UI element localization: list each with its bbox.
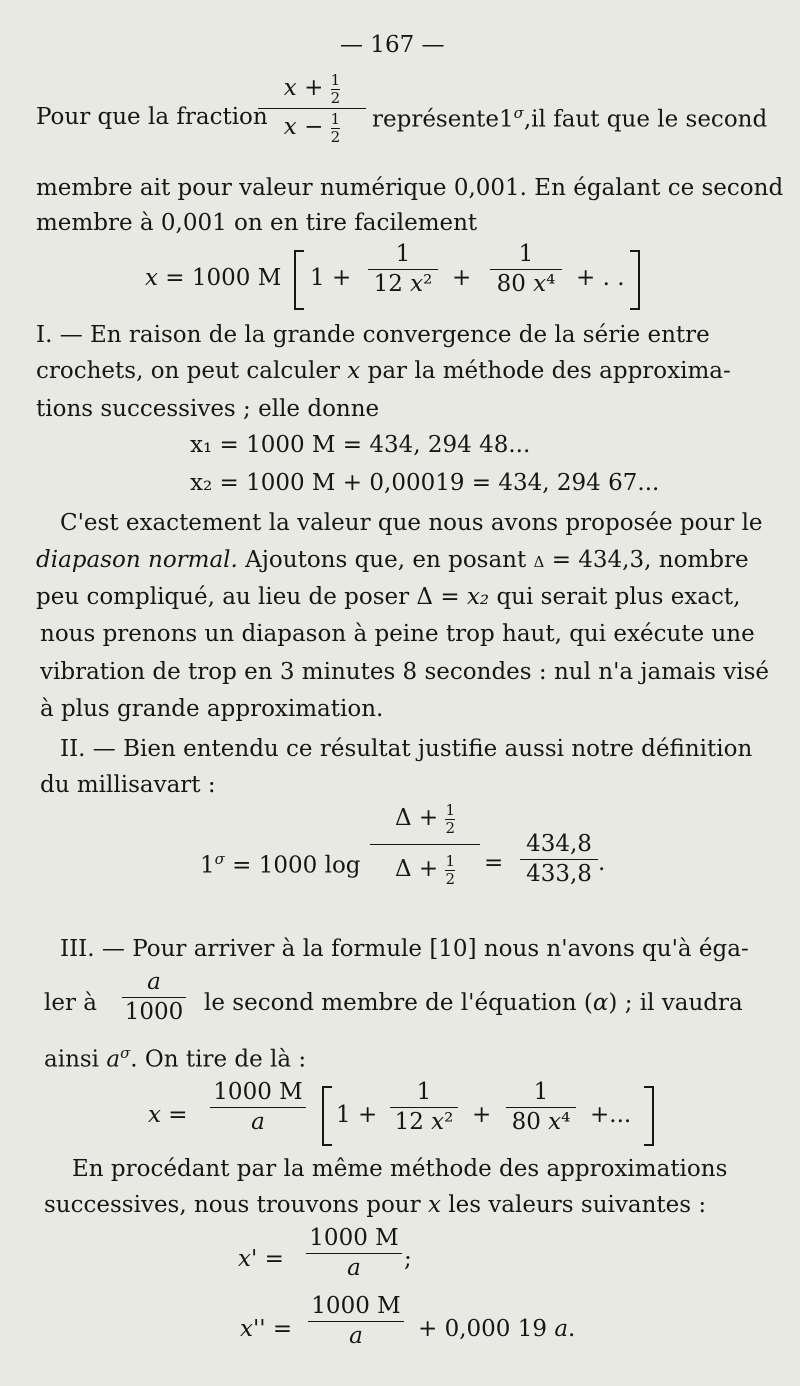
sec2-lhs bbox=[200, 850, 361, 879]
half-num-fraction bbox=[331, 72, 341, 106]
eq2-f1-den-exp: ² bbox=[444, 1109, 454, 1136]
sec3-line2-rest bbox=[204, 990, 743, 1016]
eq1-right-bracket bbox=[630, 250, 640, 310]
para4-l2b: les valeurs suivantes : bbox=[440, 1192, 707, 1218]
sec1-x1: x₁ = 1000 M = 434, 294 48... bbox=[190, 432, 531, 458]
frac-den: x − bbox=[283, 114, 331, 140]
para2-delta: Δ bbox=[533, 553, 545, 571]
eq4-tail bbox=[418, 1316, 575, 1342]
para2-l3b: qui serait plus exact, bbox=[489, 584, 741, 610]
sec2-num-half bbox=[445, 802, 455, 836]
eq1-f1-den-exp: ² bbox=[423, 271, 433, 298]
eq2-main-frac bbox=[210, 1080, 306, 1136]
p1-line3: membre à 0,001 on en tire facilement bbox=[36, 210, 478, 236]
eq1-f2-den-coef: 80 bbox=[496, 271, 534, 298]
sec3-l3a: ainsi bbox=[44, 1046, 107, 1073]
eq4-tail-var: a bbox=[554, 1316, 569, 1342]
sec3-ler-a: ler à bbox=[44, 990, 97, 1016]
sec3-a-num: a bbox=[147, 969, 161, 995]
sec2-den-text: Δ + bbox=[394, 856, 446, 882]
sec2-line2: du millisavart : bbox=[40, 772, 216, 798]
sec2-one: 1 bbox=[200, 852, 215, 879]
eq2-plus: + bbox=[472, 1102, 492, 1128]
sec2-ratio-den: 433,8 bbox=[526, 861, 592, 888]
eq2-f1-den-x: x bbox=[431, 1109, 445, 1136]
represente-text: représente1 bbox=[372, 106, 514, 133]
sec2-ratio bbox=[520, 832, 598, 888]
sec3-l2b: le second membre de l'équation ( bbox=[204, 990, 593, 1016]
eq1-f2-den-exp: ⁴ bbox=[546, 271, 556, 298]
eq2-left-bracket bbox=[322, 1086, 332, 1146]
eq2-dots: +... bbox=[590, 1102, 632, 1128]
sec2-sigma: σ bbox=[214, 850, 225, 868]
eq2-frac2 bbox=[506, 1080, 576, 1136]
eq2-f1-den-coef: 12 bbox=[394, 1109, 432, 1136]
eq3-bar bbox=[306, 1253, 402, 1254]
eq1-one-plus: 1 + bbox=[310, 265, 352, 291]
sec1-line3: tions successives ; elle donne bbox=[36, 396, 380, 422]
sec3-l3a-var: a bbox=[106, 1046, 121, 1073]
eq3-num: 1000 M bbox=[309, 1225, 399, 1251]
eq1-f1-den-x: x bbox=[410, 271, 424, 298]
eq4-bar bbox=[308, 1321, 404, 1322]
eq2-frac1 bbox=[390, 1080, 458, 1136]
eq4-lhs: x'' = bbox=[240, 1316, 293, 1342]
sec1-x2: x₂ = 1000 M + 0,00019 = 434, 294 67... bbox=[190, 470, 660, 496]
sec1-line1: I. — En raison de la grande convergence de la série entre bbox=[36, 322, 710, 348]
sec2-den-half-bottom: 2 bbox=[445, 869, 456, 888]
para2-line5: vibration de trop en 3 minutes 8 secondes : nul n'a jamais visé bbox=[40, 659, 770, 685]
sec3-a-bar bbox=[122, 997, 186, 998]
sec2-num-half-top: 1 bbox=[445, 801, 456, 819]
sec2-ratio-num: 434,8 bbox=[526, 831, 592, 857]
eq4-frac bbox=[308, 1294, 404, 1350]
sec3-l2c: ) ; il vaudra bbox=[608, 990, 743, 1016]
eq4-tail-text: + 0,000 19 bbox=[418, 1316, 555, 1342]
para4-l2x: x bbox=[427, 1192, 441, 1218]
para2-l2-rest: Ajoutons que, en posant bbox=[237, 547, 534, 573]
eq2-f1-den bbox=[390, 1110, 458, 1135]
p1-after-fraction bbox=[372, 104, 767, 133]
para2-line6: à plus grande approximation. bbox=[40, 696, 384, 722]
eq2-f2-num: 1 bbox=[533, 1079, 549, 1105]
p1-lead: Pour que la fraction bbox=[36, 104, 268, 130]
eq1-plus: + bbox=[452, 265, 472, 291]
eq2-main-num: 1000 M bbox=[213, 1079, 303, 1105]
eq1-f2-den-x: x bbox=[533, 271, 547, 298]
eq2-f2-den-exp: ⁴ bbox=[561, 1109, 571, 1136]
sec2-equals-log: = 1000 log bbox=[224, 852, 361, 879]
eq2-f2-bar bbox=[506, 1107, 576, 1108]
eq3-frac bbox=[306, 1226, 402, 1282]
eq3-den: a bbox=[347, 1255, 361, 1282]
sigma-sup: σ bbox=[513, 104, 524, 122]
eq1-left-bracket bbox=[294, 250, 304, 310]
sec3-line3 bbox=[44, 1044, 306, 1073]
eq1-f2-den bbox=[490, 272, 562, 297]
sec2-line1: II. — Bien entendu ce résultat justifie aussi notre définition bbox=[60, 736, 753, 762]
eq2-right-bracket bbox=[644, 1086, 654, 1146]
eq2-lhs: x = bbox=[148, 1102, 188, 1128]
p1-line2: membre ait pour valeur numérique 0,001. En égalant ce second bbox=[36, 175, 784, 201]
fraction-x-half bbox=[258, 72, 366, 145]
half-den-top: 1 bbox=[330, 110, 341, 128]
sec2-period: . bbox=[598, 850, 606, 876]
eq1-f1-den bbox=[368, 272, 438, 297]
eq4-tail-dot: . bbox=[568, 1316, 576, 1342]
eq2-main-den: a bbox=[251, 1109, 265, 1136]
half-den-bottom: 2 bbox=[330, 127, 341, 146]
eq2-f2-den bbox=[506, 1110, 576, 1135]
half-num-top: 1 bbox=[330, 71, 341, 89]
sec2-den bbox=[370, 853, 480, 887]
diapason-normal: diapason normal. bbox=[36, 547, 238, 573]
para4-line2 bbox=[44, 1192, 706, 1218]
eq1-f1-den-coef: 12 bbox=[373, 271, 411, 298]
sec1-l2x: x bbox=[347, 358, 361, 384]
para4-line1: En procédant par la même méthode des approximations bbox=[72, 1156, 728, 1182]
sec2-ratio-bar bbox=[520, 859, 598, 860]
p1-tail: ,il faut que le second bbox=[523, 106, 768, 133]
eq1-x: x bbox=[145, 265, 158, 291]
eq1-frac1 bbox=[368, 242, 438, 298]
eq2-f1-num: 1 bbox=[416, 1079, 432, 1105]
half-num-bottom: 2 bbox=[330, 88, 341, 107]
sec2-num bbox=[370, 802, 480, 836]
eq2-main-bar bbox=[210, 1107, 306, 1108]
eq1-f2-bar bbox=[490, 269, 562, 270]
para2-l3a: peu compliqué, au lieu de poser Δ = bbox=[36, 584, 467, 610]
para2-line1: C'est exactement la valeur que nous avons proposée pour le bbox=[60, 510, 763, 536]
sec2-equals: = bbox=[484, 850, 504, 876]
page-number: — 167 — bbox=[340, 32, 445, 58]
sec1-l2a: crochets, on peut calculer bbox=[36, 358, 348, 384]
para2-l3x: x₂ bbox=[466, 584, 490, 610]
sec3-l3b: . On tire de là : bbox=[130, 1046, 307, 1073]
eq1-dots: + . . bbox=[576, 265, 625, 291]
sec2-num-half-bottom: 2 bbox=[445, 818, 456, 837]
para2-line4: nous prenons un diapason à peine trop haut, qui exécute une bbox=[40, 621, 755, 647]
sec2-den-half bbox=[445, 853, 455, 887]
sec3-alpha: α bbox=[592, 990, 609, 1016]
eq2-one-plus: 1 + bbox=[336, 1102, 378, 1128]
eq1-f1-num: 1 bbox=[395, 241, 411, 267]
eq3-semicolon: ; bbox=[404, 1246, 412, 1272]
eq1-f2-num: 1 bbox=[518, 241, 534, 267]
eq1-frac2 bbox=[490, 242, 562, 298]
para4-l2a: successives, nous trouvons pour bbox=[44, 1192, 428, 1218]
sec2-num-text: Δ + bbox=[394, 805, 446, 831]
sec3-a-over-1000 bbox=[122, 970, 186, 1026]
eq4-den: a bbox=[349, 1323, 363, 1350]
eq3-lhs: x' = bbox=[238, 1246, 284, 1272]
sec2-bar bbox=[370, 844, 480, 845]
eq1-f1-bar bbox=[368, 269, 438, 270]
para2-line3 bbox=[36, 584, 740, 610]
sec2-big-fraction bbox=[370, 802, 480, 887]
half-den-fraction bbox=[331, 111, 341, 145]
eq1-equals: = 1000 M bbox=[165, 265, 282, 291]
sec3-sigma: σ bbox=[120, 1044, 131, 1062]
eq2-f2-den-coef: 80 bbox=[511, 1109, 549, 1136]
frac-num: x + bbox=[283, 75, 331, 101]
eq2-f2-den-x: x bbox=[548, 1109, 562, 1136]
eq1-lhs bbox=[145, 265, 281, 291]
sec1-l2b: par la méthode des approxima- bbox=[360, 358, 731, 384]
sec3-a-den: 1000 bbox=[124, 999, 184, 1026]
para2-line2 bbox=[36, 547, 749, 573]
para2-l2-end: = 434,3, nombre bbox=[544, 547, 749, 573]
sec3-line1: III. — Pour arriver à la formule [10] nous n'avons qu'à éga- bbox=[60, 936, 749, 962]
eq4-num: 1000 M bbox=[311, 1293, 401, 1319]
fraction-bar bbox=[258, 108, 366, 109]
sec1-line2 bbox=[36, 358, 731, 384]
eq2-f1-bar bbox=[390, 1107, 458, 1108]
sec2-den-half-top: 1 bbox=[445, 852, 456, 870]
